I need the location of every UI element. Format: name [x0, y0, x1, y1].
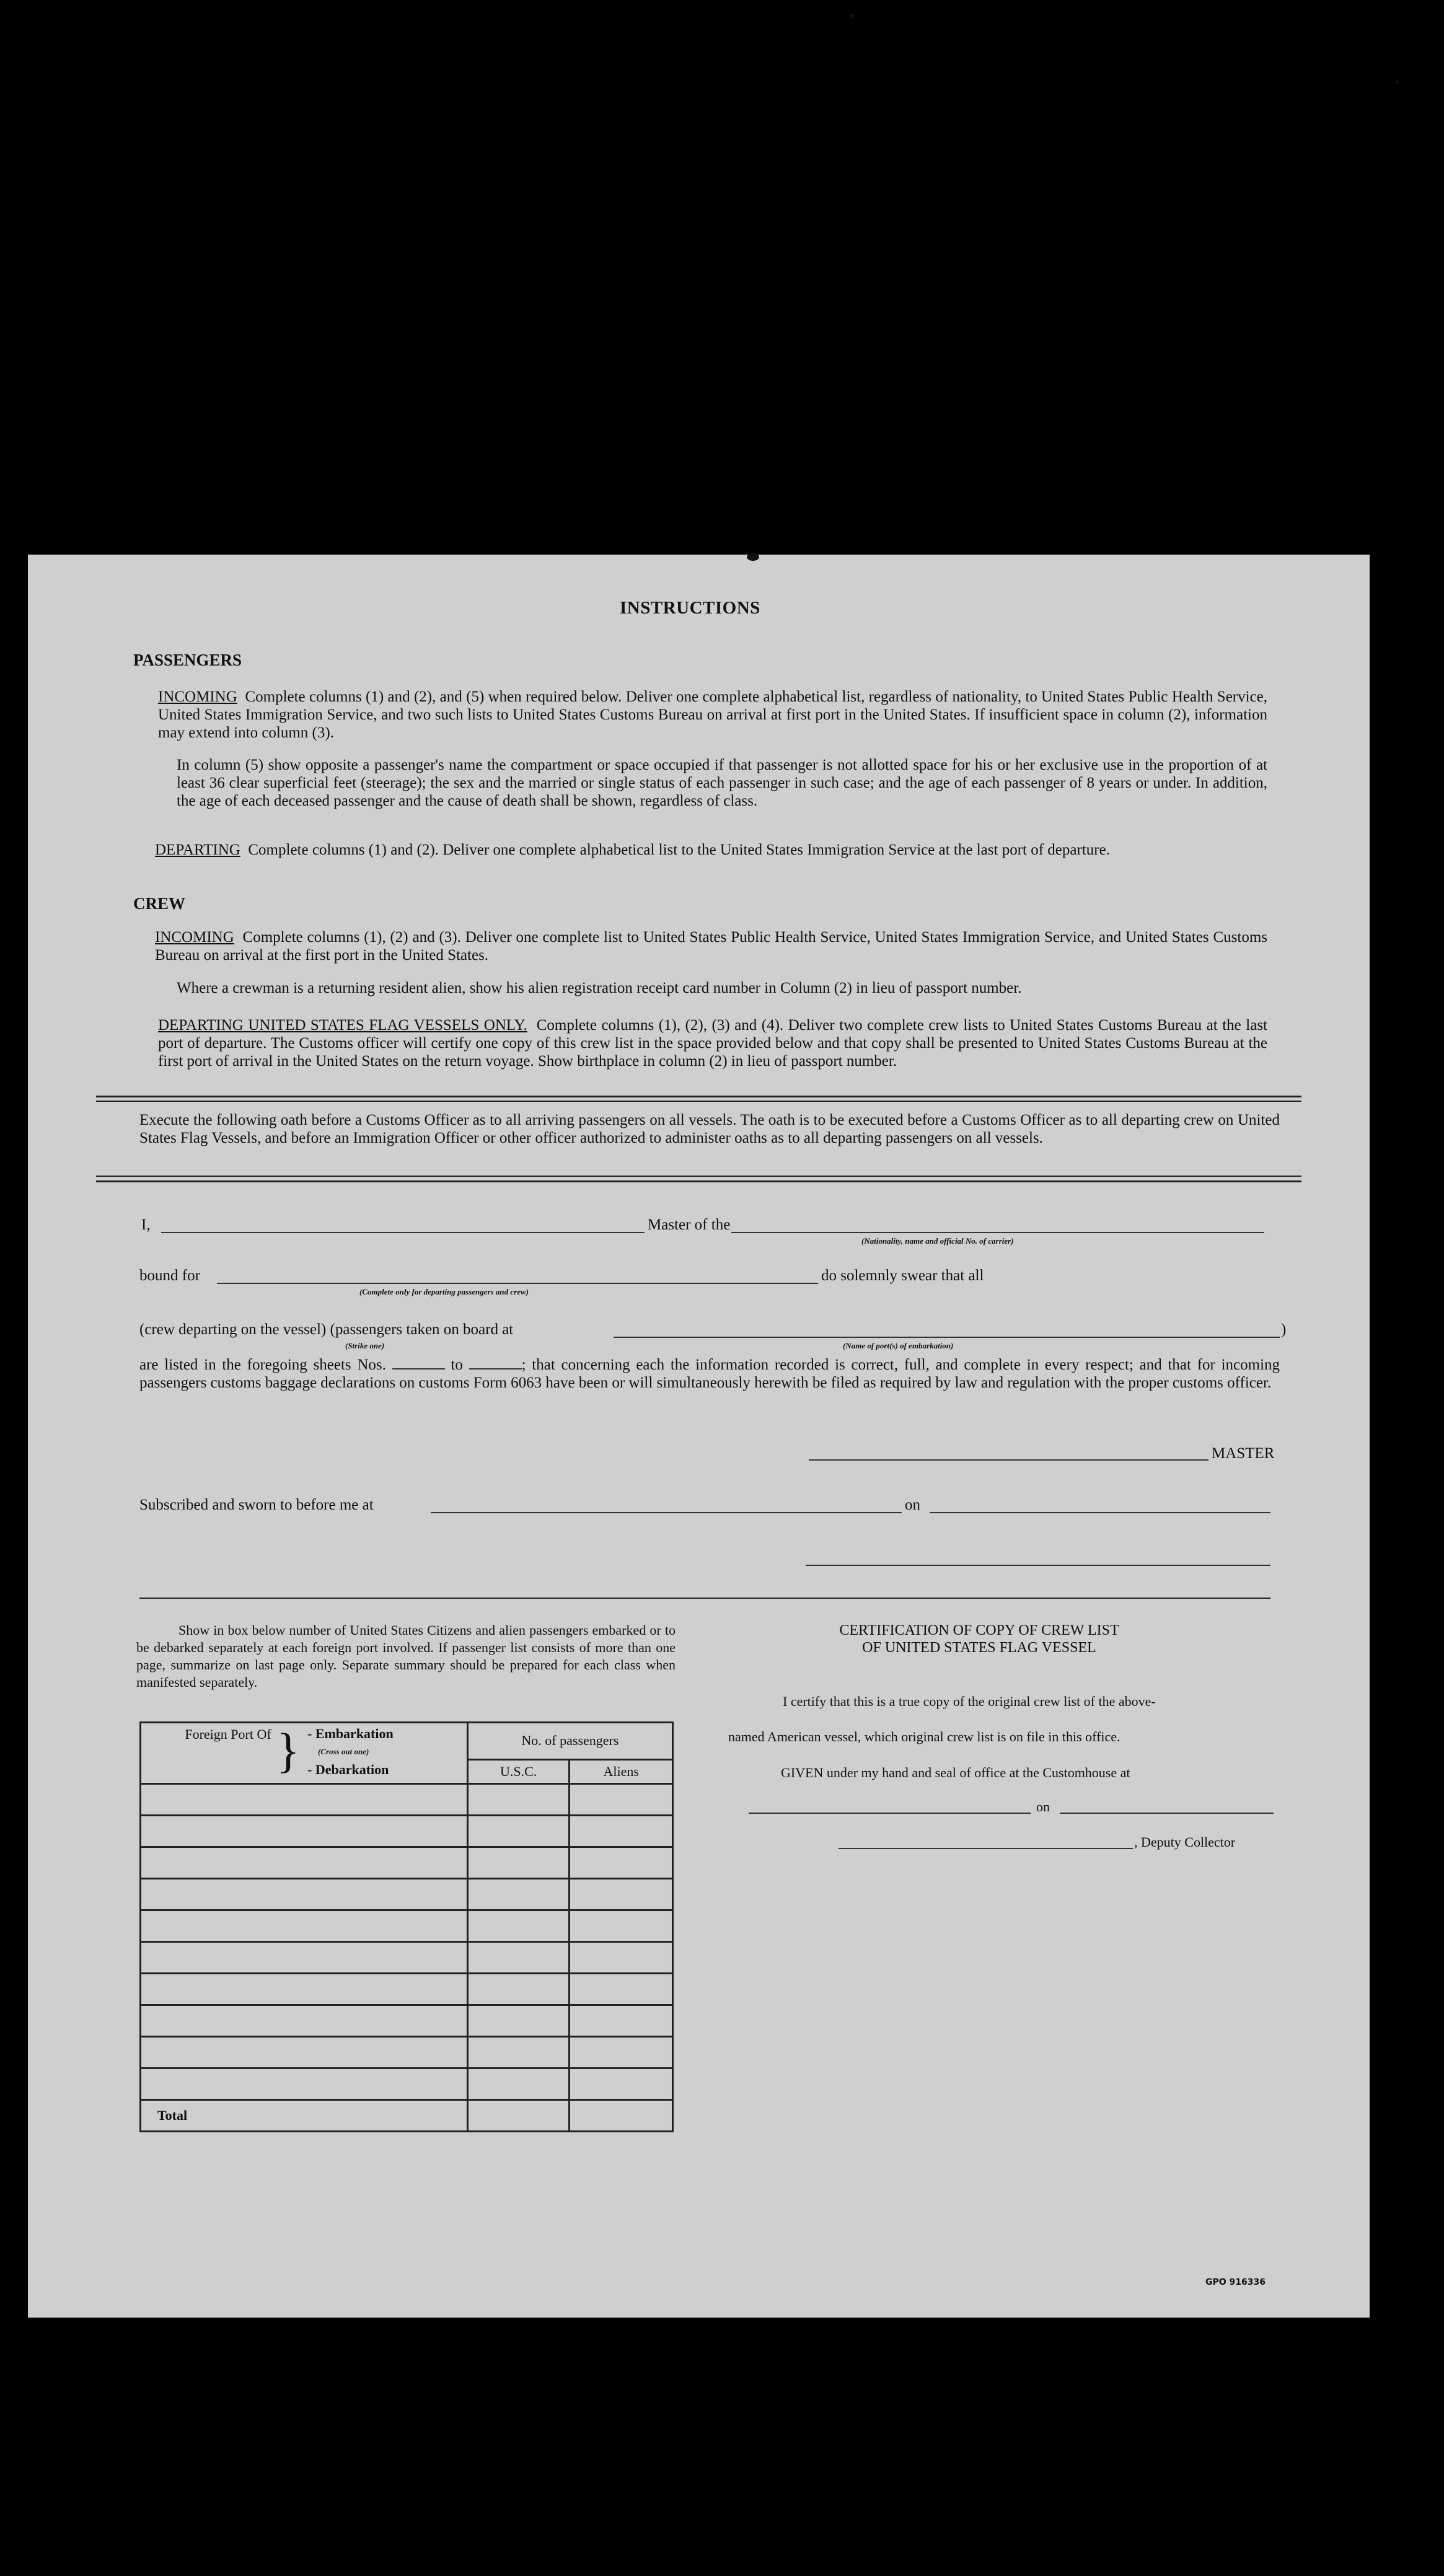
table-row	[141, 2068, 673, 2100]
table-row	[141, 1847, 673, 1879]
port-cell[interactable]	[141, 1879, 468, 1910]
foreign-port-of-label: Foreign Port Of	[185, 1726, 271, 1742]
aliens-cell[interactable]	[570, 1816, 673, 1847]
usc-cell[interactable]	[467, 1942, 570, 1974]
usc-cell[interactable]	[467, 1879, 570, 1910]
crew-incoming-label: INCOMING	[155, 929, 234, 946]
form-sheet	[28, 555, 1370, 2318]
embarkation-label: - Embarkation	[307, 1726, 394, 1741]
divider	[96, 1180, 1301, 1182]
port-cell[interactable]	[141, 1942, 468, 1974]
sworn-on-label: on	[905, 1497, 920, 1513]
usc-cell[interactable]	[467, 2005, 570, 2037]
listed-paragraph	[139, 1356, 1280, 1392]
oath-instruction: Execute the following oath before a Customs Officer as to all arriving passengers on all vessels. The oath is to be executed before a Customs Officer as to all departing crew on United States Flag Vessels, and before an Immigration Officer or other officer authorized to administer oaths as to all departing passengers on all vessels.	[139, 1112, 1280, 1146]
carrier-field[interactable]	[731, 1232, 1264, 1233]
table-row	[141, 1974, 673, 2005]
no-passengers-header: No. of passengers	[467, 1723, 672, 1760]
port-cell[interactable]	[141, 1910, 468, 1942]
crew-alien-paragraph: Where a crewman is a returning resident alien, show his alien registration receipt card number in Column (2) in lieu of passport number.	[177, 980, 1022, 996]
certification-date-field[interactable]	[1060, 1813, 1274, 1814]
deputy-signature-field[interactable]	[839, 1848, 1133, 1849]
certification-on-label: on	[1036, 1799, 1050, 1814]
divider	[96, 1176, 1301, 1177]
passengers-departing-paragraph	[155, 841, 1267, 859]
table-row	[141, 1942, 673, 1974]
oath-i-label: I,	[141, 1216, 151, 1233]
customhouse-field[interactable]	[749, 1813, 1031, 1814]
crew-incoming-paragraph	[155, 928, 1267, 964]
scan-speck	[1396, 81, 1399, 84]
scan-speck	[850, 14, 854, 17]
master-signature-field[interactable]	[809, 1459, 1208, 1461]
subscribed-label: Subscribed and sworn to before me at	[139, 1497, 374, 1513]
port-cell[interactable]	[141, 2005, 468, 2037]
port-cell[interactable]	[141, 1974, 468, 2005]
total-row	[141, 2100, 673, 2132]
master-label: MASTER	[1212, 1445, 1275, 1462]
close-paren: )	[1281, 1321, 1287, 1338]
embarkation-port-field[interactable]	[614, 1337, 1280, 1338]
crew-departing-label: DEPARTING UNITED STATES FLAG VESSELS ONLY.	[158, 1017, 527, 1034]
sworn-date-field[interactable]	[930, 1512, 1270, 1513]
certification-line1: I certify that this is a true copy of the original crew list of the above-	[783, 1694, 1156, 1709]
aliens-cell[interactable]	[570, 1942, 673, 1974]
crew-passenger-choice: (crew departing on the vessel) (passengers taken on board at	[139, 1321, 514, 1338]
passengers-incoming-paragraph	[158, 688, 1267, 742]
crew-departing-text: Complete columns (1), (2), (3) and (4). Deliver two complete crew lists to United States Customs Bureau at the last port of departure. The Customs officer will certify one copy of this crew list in the space provided below and that copy shall be presented to United States Customs Bureau at the first port of arrival in the United States on the return voyage. Show birthplace in column (2) in lieu of passport number.	[158, 1017, 1267, 1070]
usc-total-cell[interactable]	[467, 2100, 570, 2132]
table-row	[141, 1910, 673, 1942]
table-row	[141, 1784, 673, 1816]
certification-title-line2: OF UNITED STATES FLAG VESSEL	[862, 1640, 1096, 1656]
aliens-cell[interactable]	[570, 2005, 673, 2037]
certification-line2: named American vessel, which original crew list is on file in this office.	[728, 1729, 1120, 1744]
passengers-heading: PASSENGERS	[133, 651, 242, 669]
aliens-cell[interactable]	[570, 1910, 673, 1942]
aliens-cell[interactable]	[570, 1974, 673, 2005]
to-label: to	[451, 1356, 463, 1373]
bound-for-label: bound for	[139, 1267, 200, 1284]
port-cell[interactable]	[141, 1816, 468, 1847]
passenger-summary-table	[139, 1721, 674, 2132]
usc-cell[interactable]	[467, 1784, 570, 1816]
sheet-to-field[interactable]	[469, 1357, 522, 1369]
brace-icon: }	[276, 1723, 300, 1777]
usc-header: U.S.C.	[467, 1759, 570, 1783]
scan-speck	[747, 553, 759, 561]
usc-cell[interactable]	[467, 1974, 570, 2005]
bound-caption: (Complete only for departing passengers and crew)	[359, 1287, 529, 1296]
listed-rest: ; that concerning each the information recorded is correct, full, and complete in every respect; and that for incoming passengers customs baggage declarations on customs Form 6063 have been or will simultaneously herewith be filed as required by law and regulation with the proper customs officer.	[139, 1356, 1280, 1391]
crew-heading: CREW	[133, 894, 186, 913]
carrier-caption: (Nationality, name and official No. of carrier)	[861, 1236, 1014, 1246]
debarkation-label: - Debarkation	[307, 1762, 389, 1777]
divider	[139, 1598, 1270, 1599]
usc-cell[interactable]	[467, 2068, 570, 2100]
passengers-column5-paragraph: In column (5) show opposite a passenger's name the compartment or space occupied if that passenger is not allotted space for his or her exclusive use in the proportion of at least 36 clear superficial feet (steerage); the sex and the married or single status of each passenger in such case; and the age of each passenger of 8 years or under. In addition, the age of each deceased passenger and the cause of death shall be shown, regardless of class.	[177, 757, 1267, 809]
officer-signature-field[interactable]	[806, 1565, 1270, 1566]
table-row	[141, 2037, 673, 2068]
passengers-departing-text: Complete columns (1) and (2). Deliver one complete alphabetical list to the United States Immigration Service at the last port of departure.	[248, 842, 1110, 858]
aliens-cell[interactable]	[570, 1784, 673, 1816]
aliens-total-cell[interactable]	[570, 2100, 673, 2132]
port-cell[interactable]	[141, 2068, 468, 2100]
listed-prefix: are listed in the foregoing sheets Nos.	[139, 1356, 386, 1373]
total-label: Total	[141, 2100, 468, 2132]
passengers-departing-label: DEPARTING	[155, 842, 240, 858]
certification-title	[744, 1622, 1215, 1656]
bound-for-field[interactable]	[217, 1283, 818, 1284]
table-row	[141, 1879, 673, 1910]
aliens-cell[interactable]	[570, 2068, 673, 2100]
aliens-cell[interactable]	[570, 1847, 673, 1879]
summary-instruction: Show in box below number of United States Citizens and alien passengers embarked or to be debarked separately at each foreign port involved. If passenger list consists of more than one page, summarize on last page only. Separate summary should be prepared for each class when manifested separately.	[136, 1622, 676, 1690]
crew-departing-paragraph	[158, 1016, 1267, 1070]
table-row	[141, 1816, 673, 1847]
port-cell[interactable]	[141, 1784, 468, 1816]
strike-caption: (Strike one)	[345, 1341, 385, 1350]
deputy-collector-label: , Deputy Collector	[1134, 1834, 1236, 1850]
aliens-cell[interactable]	[570, 1879, 673, 1910]
port-caption: (Name of port(s) of embarkation)	[843, 1341, 954, 1350]
aliens-header: Aliens	[570, 1759, 673, 1783]
certification-title-line1: CERTIFICATION OF COPY OF CREW LIST	[839, 1622, 1119, 1638]
crew-incoming-text: Complete columns (1), (2) and (3). Deliver one complete list to United States Public Health Service, United States Immigration Service, and United States Customs Bureau on arrival at the first port in the United States.	[155, 929, 1268, 964]
aliens-cell[interactable]	[570, 2037, 673, 2068]
passengers-incoming-text: Complete columns (1) and (2), and (5) when required below. Deliver one complete alphabetical list, regardless of nationality, to United States Public Health Service, United States Immigration Service, and two such lists to United States Customs Bureau on arrival at first port in the United States. If insufficient space in column (2), information may extend into column (3).	[158, 688, 1268, 741]
usc-cell[interactable]	[467, 2037, 570, 2068]
table-row	[141, 2005, 673, 2037]
master-name-field[interactable]	[161, 1232, 645, 1233]
divider	[96, 1101, 1301, 1102]
page-title: INSTRUCTIONS	[620, 598, 760, 618]
port-cell[interactable]	[141, 2037, 468, 2068]
divider	[96, 1096, 1301, 1097]
usc-cell[interactable]	[467, 1816, 570, 1847]
usc-cell[interactable]	[467, 1847, 570, 1879]
sheet-from-field[interactable]	[392, 1357, 445, 1369]
print-stamp: GPO 916336	[1205, 2277, 1266, 2287]
cross-out-label: (Cross out one)	[318, 1747, 369, 1756]
master-of-label: Master of the	[648, 1216, 731, 1233]
port-header-cell	[141, 1723, 468, 1784]
port-cell[interactable]	[141, 1847, 468, 1879]
passengers-incoming-label: INCOMING	[158, 688, 237, 705]
usc-cell[interactable]	[467, 1910, 570, 1942]
swear-label: do solemnly swear that all	[821, 1267, 984, 1284]
certification-line3: GIVEN under my hand and seal of office at the Customhouse at	[781, 1765, 1130, 1780]
sworn-place-field[interactable]	[431, 1512, 902, 1513]
